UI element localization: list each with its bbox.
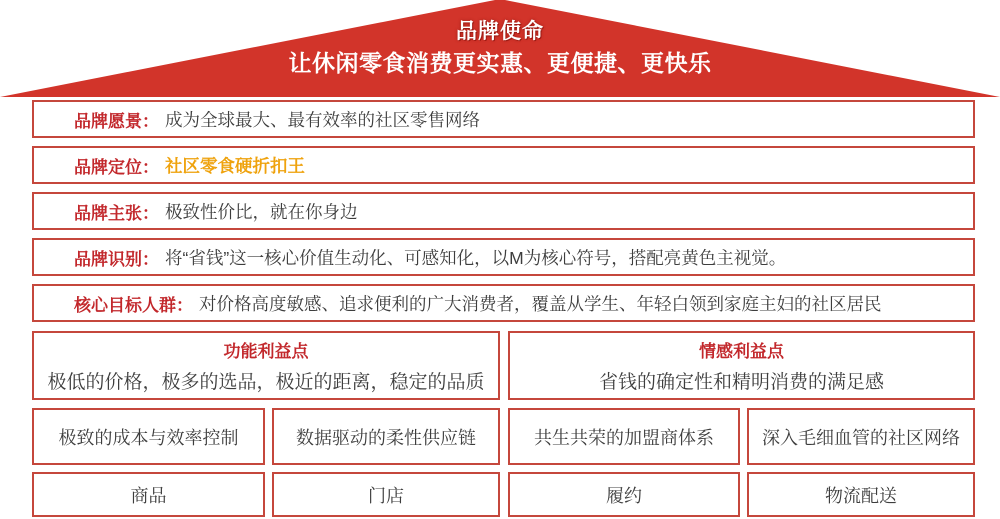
capability-box-community-network: 深入毛细血管的社区网络 [747,408,975,465]
row-brand-positioning [32,146,975,184]
benefit-title: 功能利益点 [223,342,309,361]
row-label: 品牌定位： [74,157,159,177]
benefit-box-functional [32,331,500,400]
row-target-audience [32,284,975,322]
row-label: 核心目标人群： [74,295,193,315]
foundation-box-stores: 门店 [272,472,500,517]
capability-box-franchise-system: 共生共荣的加盟商体系 [508,408,740,465]
foundation-box-products: 商品 [32,472,265,517]
row-brand-identity [32,238,975,276]
row-brand-vision [32,100,975,138]
row-content: 将“省钱”这一核心价值生动化、可感知化，以M为核心符号，搭配亮黄色主视觉。 [165,247,787,268]
row-content: 成为全球最大、最有效率的社区零售网络 [165,109,480,130]
row-content-highlighted: 社区零食硬折扣王 [165,155,305,176]
foundation-box-fulfillment: 履约 [508,472,740,517]
benefit-content: 省钱的确定性和精明消费的满足感 [598,372,884,393]
capability-box-supply-chain: 数据驱动的柔性供应链 [272,408,500,465]
row-content: 极致性价比，就在你身边 [165,201,358,222]
row-content: 对价格高度敏感、追求便利的广大消费者，覆盖从学生、年轻白领到家庭主妇的社区居民 [199,293,882,314]
benefit-content: 极低的价格，极多的选品，极近的距离，稳定的品质 [47,372,485,393]
roof-subtitle: 让休闲零食消费更实惠、更便捷、更快乐 [288,50,712,76]
row-brand-proposition [32,192,975,230]
row-label: 品牌愿景： [74,111,159,131]
roof-title: 品牌使命 [456,20,544,43]
foundation-box-logistics: 物流配送 [747,472,975,517]
row-label: 品牌识别： [74,249,159,269]
benefit-box-emotional [508,331,975,400]
roof [0,0,1000,98]
benefit-title: 情感利益点 [699,342,784,361]
capability-box-cost-efficiency: 极致的成本与效率控制 [32,408,265,465]
row-label: 品牌主张： [74,203,159,223]
